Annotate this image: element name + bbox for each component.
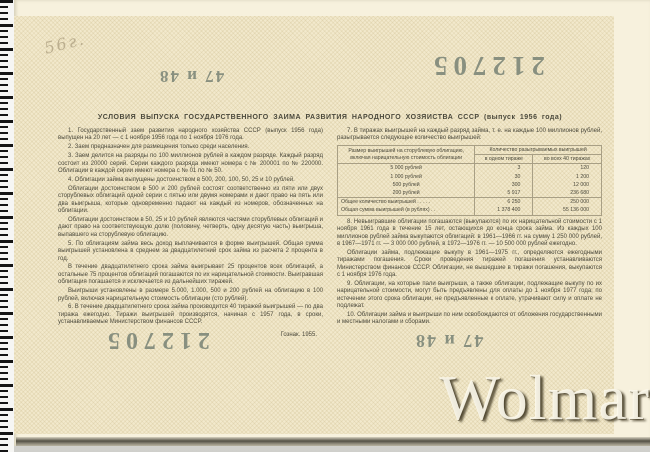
- count-one-draw: 3: [475, 164, 533, 173]
- paragraph-4: 4. Облигации займа выпущены достоинством в 500, 200, 100, 50, 25 и 10 рублей.: [68, 176, 295, 183]
- table-total-row: [338, 198, 602, 207]
- table-row: [338, 164, 602, 173]
- total-all-draws: 250 000: [533, 198, 602, 207]
- table-row: [338, 189, 602, 198]
- count-all-draws: 1 200: [533, 173, 602, 181]
- serial-number-stamp-top: 212705: [428, 51, 545, 81]
- count-one-draw: 300: [475, 181, 533, 189]
- total-label: Общее количество выигрышей . . . . .: [338, 198, 475, 207]
- ruler-fine-ticks: [0, 0, 8, 452]
- photo-scale-ruler: [0, 0, 14, 452]
- paragraph-2: 2. Заем предназначен для размещения только среди населения.: [68, 144, 250, 151]
- paragraph-6: 6. В течение двадцатилетнего срока займа производится 40 тиражей выигрышей — по два тиража ежегодно. Тиражи выигрышей производятся, начиная с 1957 года, в сроки, устанавливаемые Министерством финансов СССР.: [58, 304, 323, 326]
- bond-numbers-stamp-bottom: 47 и 48: [414, 331, 484, 351]
- prize-size: 5 000 рублей: [338, 164, 475, 173]
- paragraph-8a: Облигации займа, подлежащие выкупу в 1961—1975 гг., определяются ежегодными тиражами погашения. Сроки проведения тиражей погашения устанавливаются Министерством финансов СССР. Облигации, не вышедшие в тиражи погашения, выкупаются с 1 ноября 1976 года.: [337, 249, 602, 279]
- right-column: [337, 128, 602, 339]
- table-header-prize-count: Количество разыгрываемых выигрышей: [475, 145, 602, 154]
- handwritten-pencil-note: 56г.: [42, 29, 88, 58]
- terms-text-block: [58, 114, 602, 339]
- count-all-draws: 236 680: [533, 189, 602, 198]
- left-column: [58, 128, 323, 339]
- table-subheader-all-draws: во всех 40 тиражах: [533, 155, 602, 164]
- count-one-draw: 30: [475, 173, 533, 181]
- prize-table: [337, 145, 602, 216]
- total-all-draws: 55 136 000: [533, 206, 602, 215]
- paragraph-4b: Облигации достоинством в 50, 25 и 10 рублей являются частями сторублевых облигаций и дают право на соответствующую долю (половину, четверть, одну десятую часть) выигрыша, выпавшего на сторублевую облигацию.: [58, 216, 323, 238]
- auction-watermark: Wolmar: [439, 362, 650, 433]
- paragraph-3: 3. Заем делится на разряды по 100 миллионов рублей в каждом разряде. Каждый разряд состоит из 20000 серий. Серии каждого разряда имеют номера с № 200001 по № 220000. Облигации в каждой серии имеют номера с № 01 по № 50.: [58, 153, 323, 175]
- bond-numbers-stamp-top: 47 и 48: [158, 67, 225, 86]
- document-title: УСЛОВИЯ ВЫПУСКА ГОСУДАРСТВЕННОГО ЗАЙМА РАЗВИТИЯ НАРОДНОГО ХОЗЯЙСТВА СССР (выпуск 1956 года): [97, 114, 563, 121]
- total-one-draw: 6 250: [475, 198, 533, 207]
- count-one-draw: 5 917: [475, 189, 533, 198]
- paragraph-8: 8. Невыигравшие облигации погашаются (выкупаются) по их нарицательной стоимости с 1 ноября 1961 года в течение 15 лет, остающихся до конца срока займа. Из каждых 100 миллионов рублей займа выкупаются облигаций: в 1961—1966 гг. на сумму 1 250 000 рублей, в 1967—1971 гг. — 3 000 000 рублей, в 1972—1976 гг. — 10 500 000 рублей ежегодно.: [337, 218, 602, 247]
- serial-number-stamp-bottom: 212705: [102, 327, 210, 353]
- prize-size: 1 000 рублей: [390, 173, 422, 180]
- paragraph-5a: В течение двадцатилетнего срока займа выигрывает 25 процентов всех облигаций, а остальные 75 процентов облигаций погашаются по их нарицательной стоимости. Выигравшая облигация погашается и исключается из дальнейших тиражей.: [58, 264, 323, 286]
- table-row: [338, 173, 602, 181]
- count-all-draws: 12 000: [533, 181, 602, 189]
- total-one-draw: 1 378 400: [475, 206, 533, 215]
- printer-imprint: Гознак. 1955.: [280, 331, 317, 338]
- paragraph-5b: Выигрыши установлены в размере 5.000, 1.000, 500 и 200 рублей на облигацию в 100 рублей, включая нарицательную стоимость облигации (сто рублей).: [58, 288, 323, 302]
- table-total-row: [338, 206, 602, 215]
- paper-edge-shadow: [16, 437, 650, 446]
- paragraph-4a: Облигации достоинством в 500 и 200 рублей состоят соответственно из пяти или двух сторублевых облигаций одной серии с пятью или двумя номерами и дают право на пять или два выигрыша, которые одновременно падают на каждый из номеров, обозначенных на облигации.: [58, 185, 323, 215]
- table-subheader-one-draw: в одном тираже: [475, 155, 533, 164]
- table-header-prize-size: Размер выигрышей на сторублевую облигацию, включая нарицательную стоимость облигации: [348, 148, 464, 161]
- paragraph-1: 1. Государственный заем развития народного хозяйства СССР (выпуск 1956 года) выпущен на 20 лет — с 1 ноября 1956 года по 1 ноября 1976 года.: [58, 128, 323, 142]
- paragraph-5: 5. По облигациям займа весь доход выплачивается в форме выигрышей. Общая сумма выигрышей установлена в среднем за двадцатилетний срок займа из расчета 2 процента в год.: [58, 240, 323, 262]
- count-all-draws: 120: [533, 164, 602, 173]
- paragraph-9: 9. Облигации, на которые пали выигрыши, а также облигации, подлежащие выкупу по их нарицательной стоимости, могут быть предъявлены для оплаты до 1 ноября 1977 года; по истечении этого срока облигации, не предъявленные к оплате, утрачивают силу и оплате не подлежат.: [337, 280, 602, 310]
- paragraph-10: 10. Облигации займа и выигрыши по ним освобождаются от обложения государственными и местными налогами и сборами.: [337, 312, 602, 326]
- paragraph-7: 7. В тиражах выигрышей на каждый разряд займа, т. е. на каждые 100 миллионов рублей, разыгрывается следующее количество выигрышей:: [337, 128, 602, 142]
- total-label: Общая сумма выигрышей (в рублях) . .: [341, 207, 436, 214]
- table-row: [338, 181, 602, 189]
- prize-size: 500 рублей: [392, 181, 420, 188]
- prize-size: 200 рублей: [392, 189, 420, 196]
